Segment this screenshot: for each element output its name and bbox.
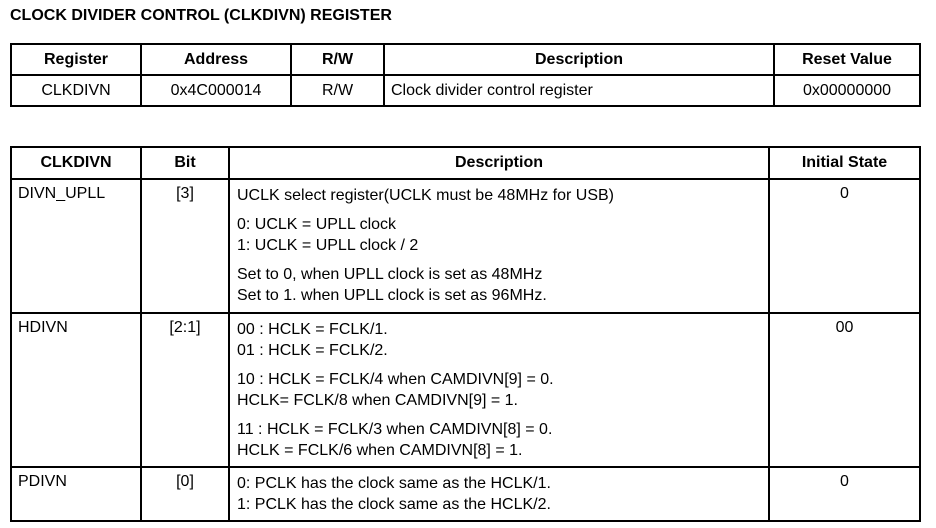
header-clkdivn: CLKDIVN (11, 147, 141, 179)
field-name-cell: DIVN_UPLL (11, 179, 141, 313)
table-row (11, 75, 920, 106)
header-description: Description (384, 44, 774, 75)
description-line: HCLK = FCLK/6 when CAMDIVN[8] = 1. (237, 442, 523, 459)
reset-value-cell: 0x00000000 (774, 75, 920, 106)
description-paragraph (237, 319, 768, 361)
description-line: 1: PCLK has the clock same as the HCLK/2. (237, 496, 551, 513)
field-name-cell: HDIVN (11, 313, 141, 467)
description-line: Set to 0, when UPLL clock is set as 48MHz (237, 266, 543, 283)
table-header-row (11, 147, 920, 179)
table-row (11, 313, 920, 467)
description-line: 0: PCLK has the clock same as the HCLK/1. (237, 475, 551, 492)
bit-range-cell: [3] (141, 179, 229, 313)
header-rw: R/W (291, 44, 384, 75)
field-description-cell (229, 179, 769, 313)
register-summary-table (10, 43, 921, 107)
bit-range-cell: [0] (141, 467, 229, 521)
description-line: 01 : HCLK = FCLK/2. (237, 342, 388, 359)
description-line: Set to 1. when UPLL clock is set as 96MHz. (237, 287, 547, 304)
rw-cell: R/W (291, 75, 384, 106)
description-line: 00 : HCLK = FCLK/1. (237, 321, 388, 338)
description-paragraph (237, 214, 768, 256)
header-reset-value: Reset Value (774, 44, 920, 75)
bit-field-table (10, 146, 921, 522)
header-bit: Bit (141, 147, 229, 179)
header-address: Address (141, 44, 291, 75)
description-paragraph (237, 369, 768, 411)
description-paragraph (237, 419, 768, 461)
field-description-cell (229, 467, 769, 521)
initial-state-cell: 0 (769, 467, 920, 521)
description-paragraph (237, 264, 768, 306)
page-title: CLOCK DIVIDER CONTROL (CLKDIVN) REGISTER (10, 7, 392, 24)
initial-state-cell: 00 (769, 313, 920, 467)
description-cell: Clock divider control register (384, 75, 774, 106)
description-line: 0: UCLK = UPLL clock (237, 216, 397, 233)
description-line: HCLK= FCLK/8 when CAMDIVN[9] = 1. (237, 392, 518, 409)
header-description: Description (229, 147, 769, 179)
description-paragraph (237, 185, 768, 206)
table-row (11, 179, 920, 313)
field-description-cell (229, 313, 769, 467)
description-line: 10 : HCLK = FCLK/4 when CAMDIVN[9] = 0. (237, 371, 554, 388)
description-paragraph (237, 473, 768, 515)
description-line: UCLK select register(UCLK must be 48MHz for USB) (237, 187, 614, 204)
field-name-cell: PDIVN (11, 467, 141, 521)
header-initial-state: Initial State (769, 147, 920, 179)
table-header-row (11, 44, 920, 75)
header-register: Register (11, 44, 141, 75)
initial-state-cell: 0 (769, 179, 920, 313)
table-row (11, 467, 920, 521)
description-line: 1: UCLK = UPLL clock / 2 (237, 237, 419, 254)
bit-range-cell: [2:1] (141, 313, 229, 467)
register-name-cell: CLKDIVN (11, 75, 141, 106)
description-line: 11 : HCLK = FCLK/3 when CAMDIVN[8] = 0. (237, 421, 553, 438)
address-cell: 0x4C000014 (141, 75, 291, 106)
